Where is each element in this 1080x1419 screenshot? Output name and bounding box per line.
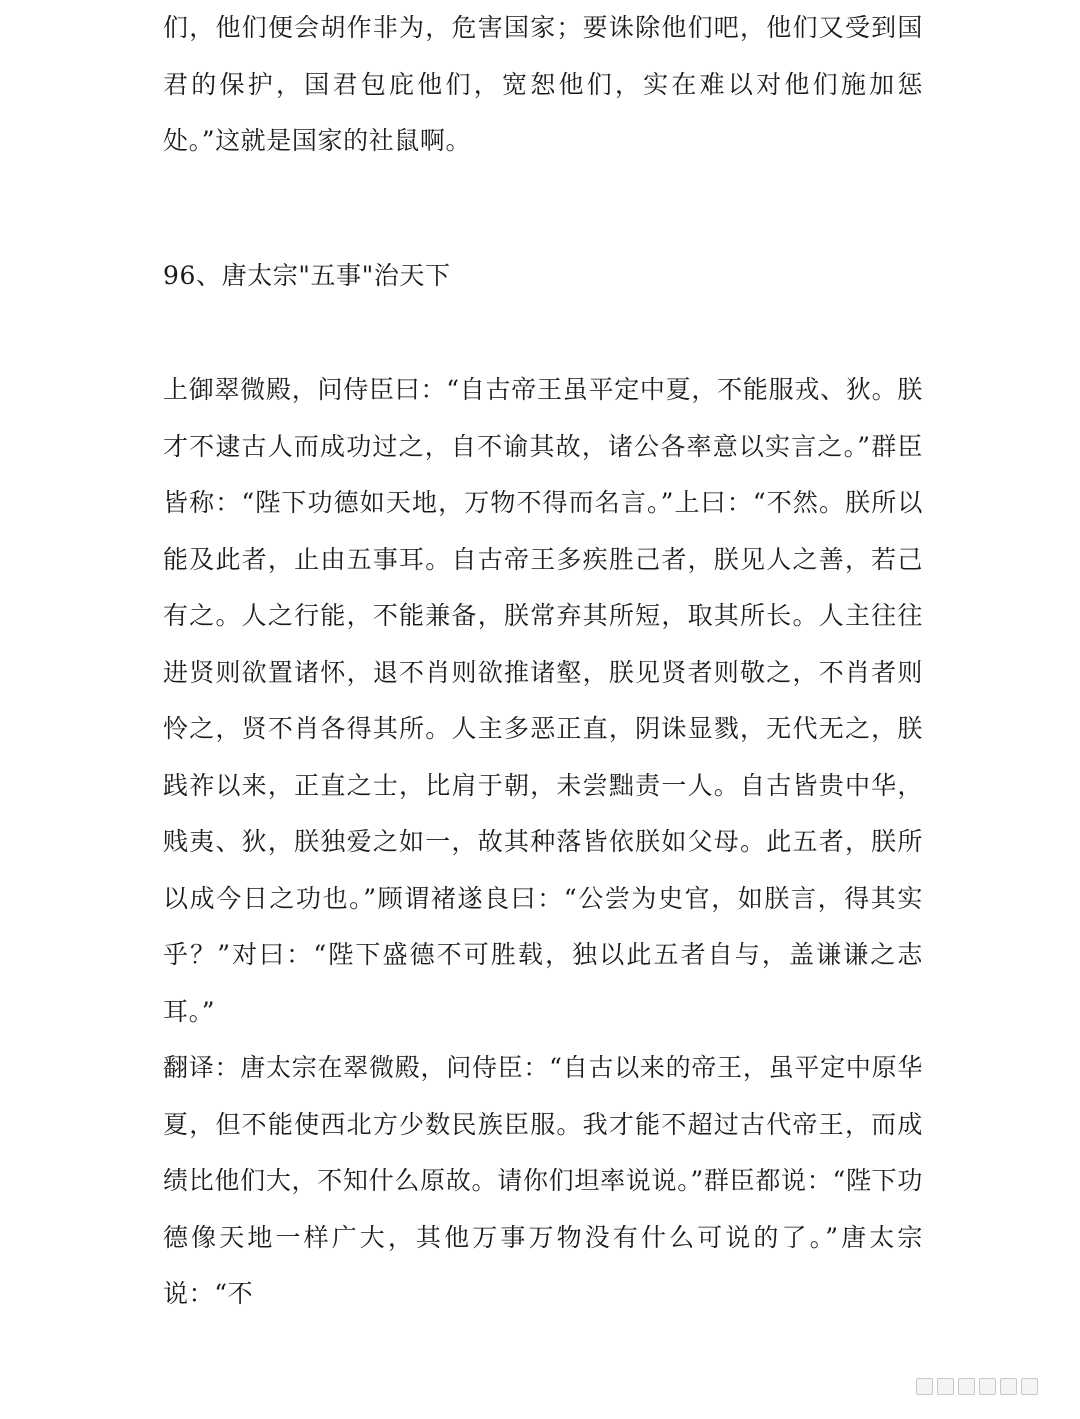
page-dot-icon bbox=[1000, 1378, 1017, 1395]
paragraph-translation: 翻译：唐太宗在翠微殿，问侍臣：“自古以来的帝王，虽平定中原华夏，但不能使西北方少数民族臣服。我才能不超过古代帝王，而成绩比他们大，不知什么原故。请你们坦率说说。”群臣都说：“陛下功德像天地一样广大，其他万事万物没有什么可说的了。”唐太宗说：“不 bbox=[163, 1053, 923, 1308]
paragraph-original-text: 上御翠微殿，问侍臣曰：“自古帝王虽平定中夏，不能服戎、狄。朕才不逮古人而成功过之，自不谕其故，诸公各率意以实言之。”群臣皆称：“陛下功德如天地，万物不得而名言。”上曰：“不然。朕所以能及此者，止由五事耳。自古帝王多疾胜己者，朕见人之善，若己有之。人之行能，不能兼备，朕常弃其所短，取其所长。人主往往进贤则欲置诸怀，退不肖则欲推诸壑，朕见贤者则敬之，不肖者则怜之，贤不肖各得其所。人主多恶正直，阴诛显戮，无代无之，朕践祚以来，正直之士，比肩于朝，未尝黜责一人。自古皆贵中华，贱夷、狄，朕独爱之如一，故其种落皆依朕如父母。此五者，朕所以成今日之功也。”顾谓褚遂良曰：“公尝为史官，如朕言，得其实乎？”对曰：“陛下盛德不可胜载，独以此五者自与，盖谦谦之志耳。” bbox=[163, 375, 923, 1026]
page-dot-icon bbox=[916, 1378, 933, 1395]
page-indicator-icon bbox=[916, 1378, 1038, 1395]
paragraph-continuation: 们，他们便会胡作非为，危害国家；要诛除他们吧，他们又受到国君的保护，国君包庇他们，宽恕他们，实在难以对他们施加惩处。”这就是国家的社鼠啊。 bbox=[163, 13, 923, 155]
page-dot-icon bbox=[979, 1378, 996, 1395]
page-dot-icon bbox=[937, 1378, 954, 1395]
page-dot-icon bbox=[1021, 1378, 1038, 1395]
section-heading: 96、唐太宗"五事"治天下 bbox=[163, 261, 451, 290]
page-dot-icon bbox=[958, 1378, 975, 1395]
